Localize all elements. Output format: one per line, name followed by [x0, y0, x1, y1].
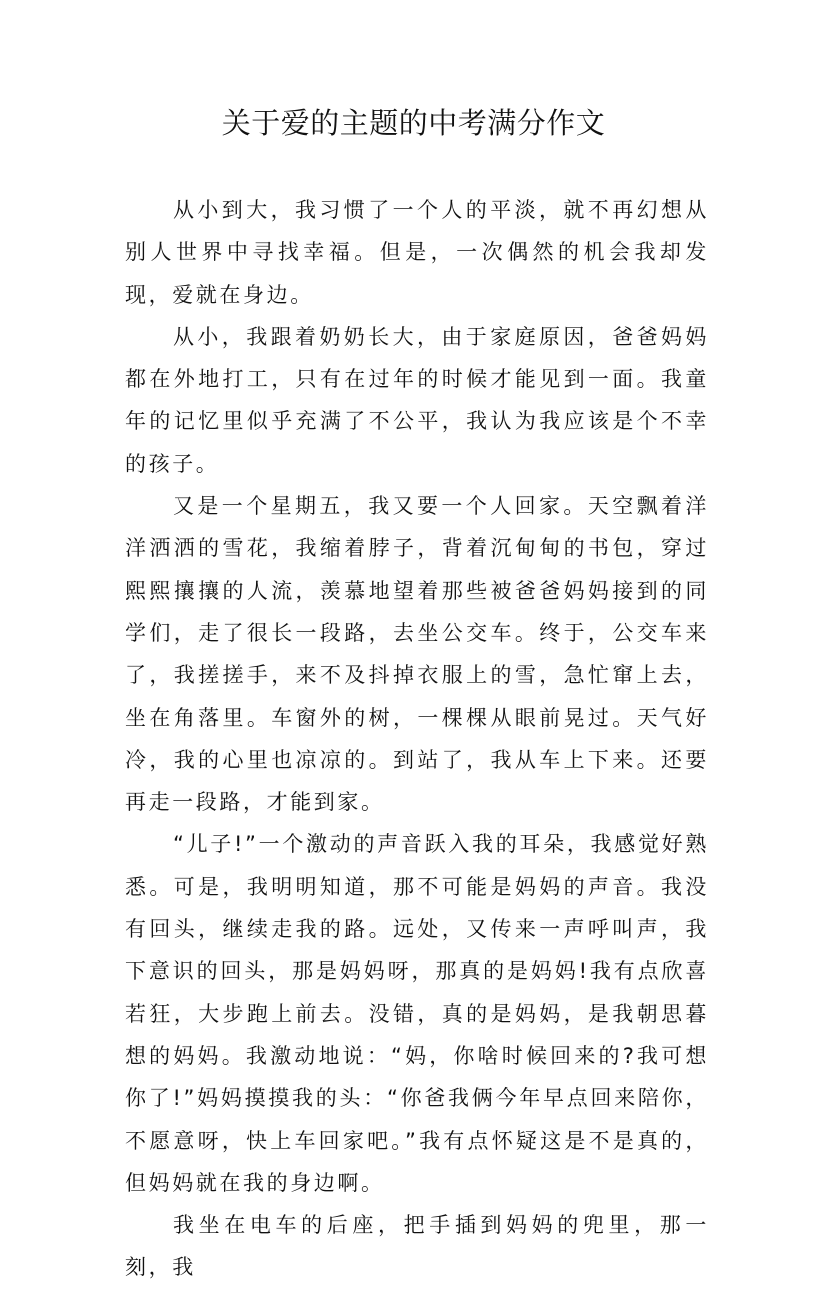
document-title: 关于爱的主题的中考满分作文	[221, 106, 606, 140]
paragraph-3: 又是一个星期五，我又要一个人回家。天空飘着洋洋洒洒的雪花，我缩着脖子，背着沉甸甸的书包，穿过熙熙攘攘的人流，羡慕地望着那些被爸爸妈妈接到的同学们，走了很长一段路，去坐公交车。终于，公交车来了，我搓搓手，来不及抖掉衣服上的雪，急忙窜上去，坐在角落里。车窗外的树，一棵棵从眼前晃过。天气好冷，我的心里也凉凉的。到站了，我从车上下来。还要再走一段路，才能到家。	[125, 494, 709, 815]
paragraph-5: 我坐在电车的后座，把手插到妈妈的兜里，那一刻，我	[125, 1213, 709, 1280]
document-body	[125, 189, 709, 1289]
paragraph-2: 从小，我跟着奶奶长大，由于家庭原因，爸爸妈妈都在外地打工，只有在过年的时候才能见到一面。我童年的记忆里似乎充满了不公平，我认为我应该是个不幸的孩子。	[125, 324, 709, 476]
paragraph-1: 从小到大，我习惯了一个人的平淡，就不再幻想从别人世界中寻找幸福。但是，一次偶然的机会我却发现，爱就在身边。	[125, 198, 709, 307]
paragraph-4: “儿子!”一个激动的声音跃入我的耳朵，我感觉好熟悉。可是，我明明知道，那不可能是妈妈的声音。我没有回头，继续走我的路。远处，又传来一声呼叫声，我下意识的回头，那是妈妈呀，那真的是妈妈!我有点欣喜若狂，大步跑上前去。没错，真的是妈妈，是我朝思暮想的妈妈。我激动地说：“妈，你啥时候回来的?我可想你了!”妈妈摸摸我的头：“你爸我俩今年早点回来陪你，不愿意呀，快上车回家吧。”我有点怀疑这是不是真的，但妈妈就在我的身边啊。	[125, 832, 709, 1195]
